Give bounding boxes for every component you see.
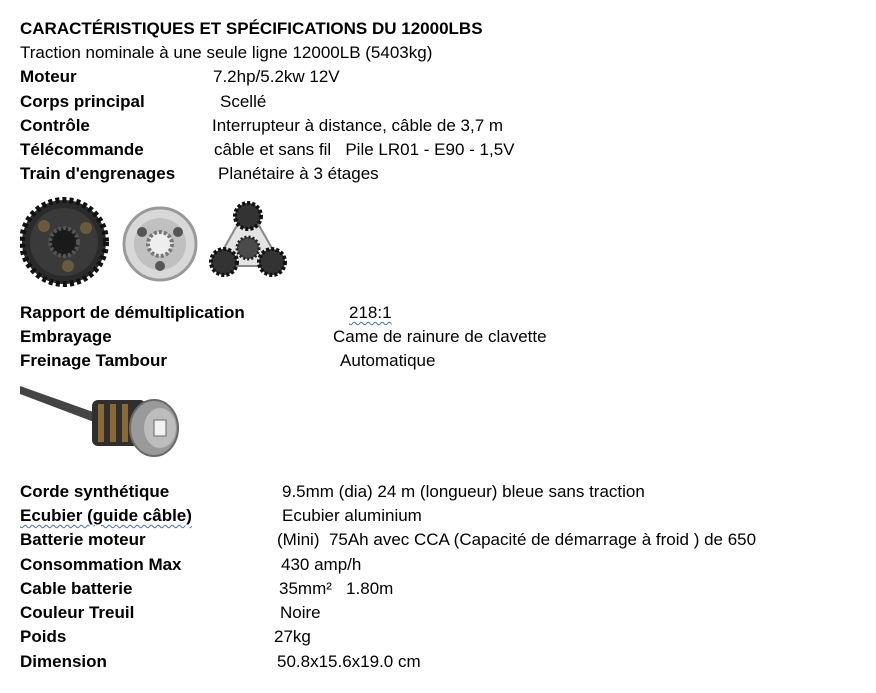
spec-label-rapport: Rapport de démultiplication [20, 303, 245, 322]
spec-value-poids: 27kg [274, 627, 311, 646]
spec-value-engrenages: Planétaire à 3 étages [218, 164, 379, 183]
spec-label-batterie: Batterie moteur [20, 530, 146, 549]
spec-value-telecommande: câble et sans fil Pile LR01 - E90 - 1,5V [214, 140, 515, 159]
spec-label-couleur: Couleur Treuil [20, 603, 135, 622]
spec-label-ecubier: Ecubier (guide câble) [20, 506, 192, 525]
spec-label-moteur: Moteur [20, 67, 77, 86]
spec-value-couleur: Noire [280, 603, 321, 622]
spec-value-corps: Scellé [220, 92, 267, 111]
page-title: CARACTÉRISTIQUES ET SPÉCIFICATIONS DU 12000LBS [20, 19, 483, 38]
spec-label-corde: Corde synthétique [20, 482, 170, 501]
spec-label-cable: Cable batterie [20, 579, 133, 598]
spec-value-controle: Interrupteur à distance, câble de 3,7 m [212, 116, 504, 135]
spec-value-moteur: 7.2hp/5.2kw 12V [213, 67, 340, 86]
spec-value-cable: 35mm² 1.80m [279, 579, 394, 598]
spec-value-dimension: 50.8x15.6x19.0 cm [277, 652, 421, 671]
spec-label-embrayage: Embrayage [20, 327, 112, 346]
spec-value-freinage: Automatique [340, 351, 436, 370]
spec-value-corde: 9.5mm (dia) 24 m (longueur) bleue sans traction [282, 482, 645, 501]
spec-value-rapport: 218:1 [349, 303, 392, 322]
spec-value-batterie: (Mini) 75Ah avec CCA (Capacité de démarrage à froid ) de 650 [277, 530, 757, 549]
spec-label-engrenages: Train d'engrenages [20, 164, 176, 183]
spec-label-controle: Contrôle [20, 116, 90, 135]
spec-label-corps: Corps principal [20, 92, 145, 111]
spec-label-poids: Poids [20, 627, 67, 646]
spec-label-dimension: Dimension [20, 652, 107, 671]
rated-pull-line: Traction nominale à une seule ligne 12000LB (5403kg) [20, 43, 433, 62]
spec-label-telecommande: Télécommande [20, 140, 144, 159]
spec-label-freinage: Freinage Tambour [20, 351, 168, 370]
spec-value-ecubier: Ecubier aluminium [282, 506, 422, 525]
planetary-gear-set-icon [20, 192, 288, 298]
brake-drum-icon [20, 376, 180, 460]
spec-label-consommation: Consommation Max [20, 555, 182, 574]
gear-silver-icon [124, 208, 196, 280]
spec-value-consommation: 430 amp/h [281, 555, 362, 574]
gear-dark-icon [22, 200, 106, 284]
spec-value-embrayage: Came de rainure de clavette [333, 327, 547, 346]
